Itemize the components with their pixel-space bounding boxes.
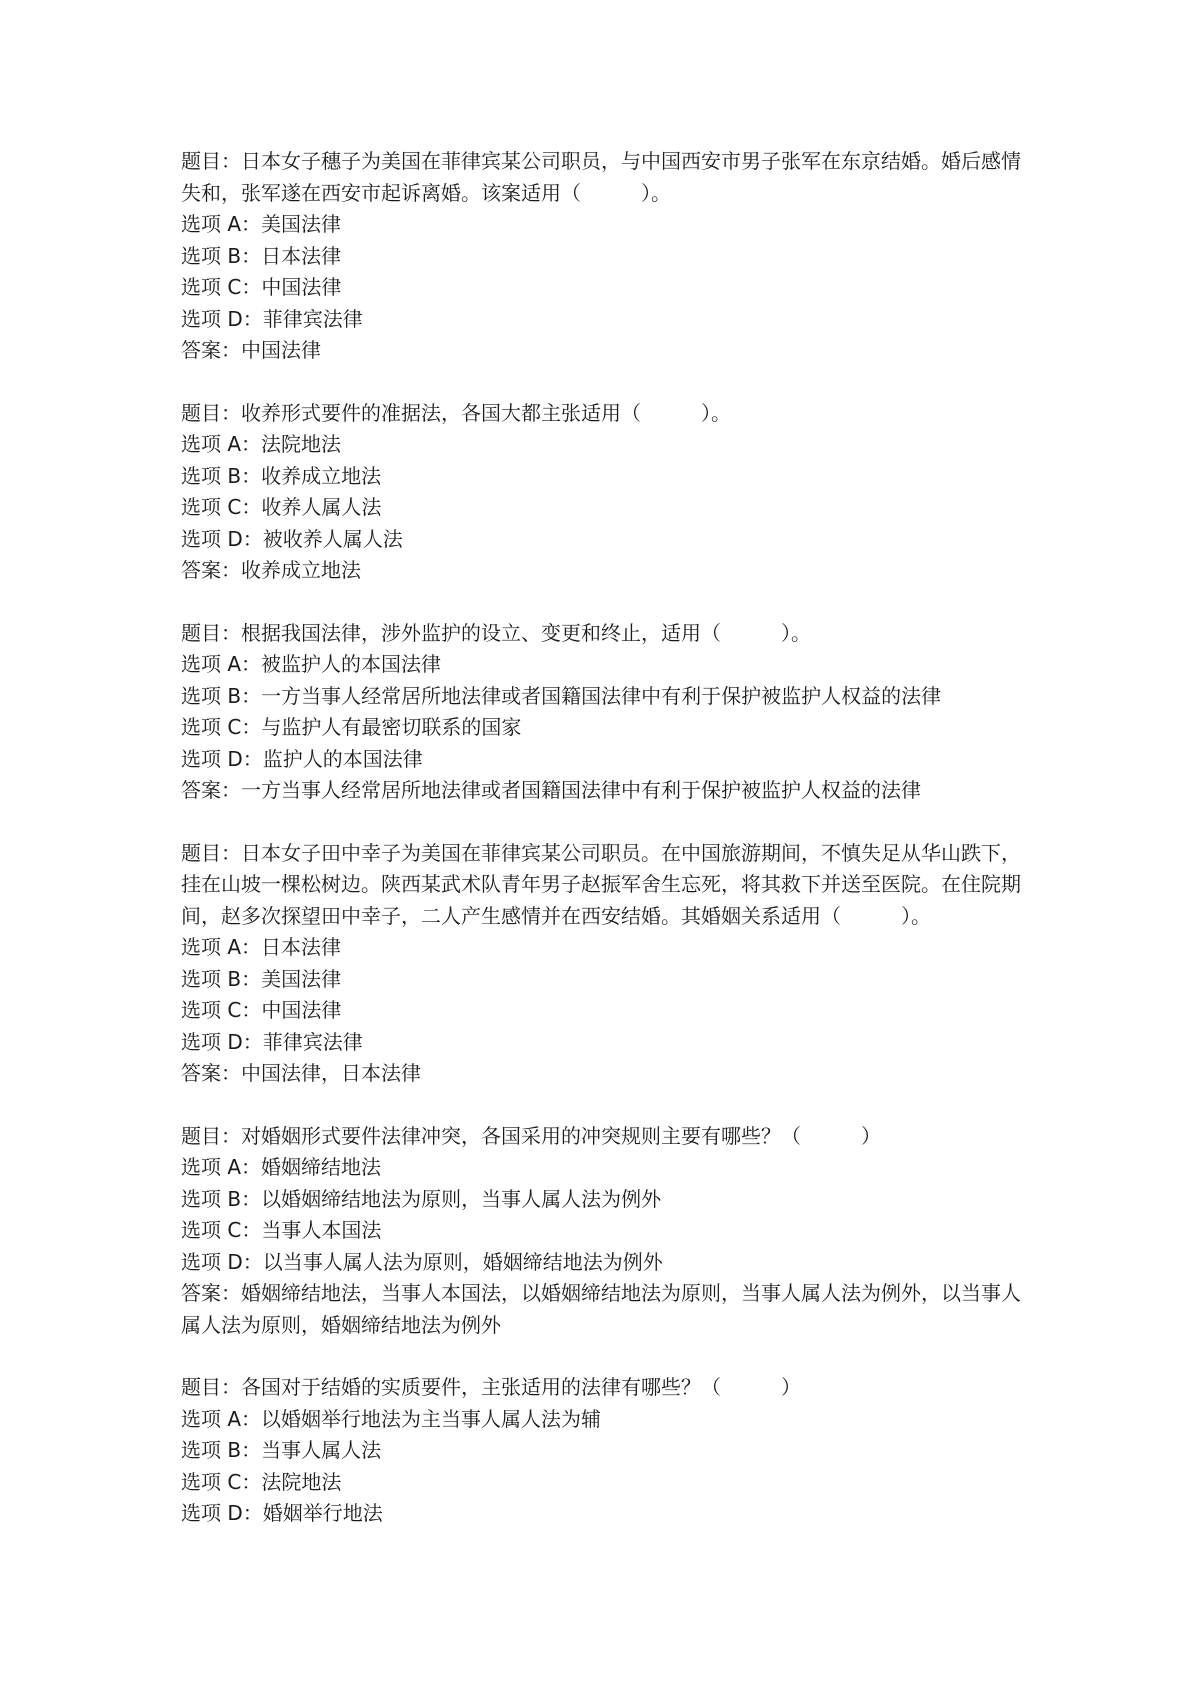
option-c: 选项 C：与监护人有最密切联系的国家 bbox=[181, 715, 522, 739]
question-block-5 bbox=[181, 1121, 1021, 1342]
question-text: 题目：根据我国法律，涉外监护的设立、变更和终止，适用（ ）。 bbox=[181, 620, 811, 645]
option-b: 选项 B：日本法律 bbox=[181, 243, 342, 268]
question-text: 题目：日本女子田中幸子为美国在菲律宾某公司职员。在中国旅游期间，不慎失足从华山跌下，挂在山坡一棵松树边。陕西某武术队青年男子赵振军舍生忘死，将其救下并送至医院。在住院期间，赵多次探望田中幸子，二人产生感情并在西安结婚。其婚姻关系适用（ ）。 bbox=[181, 840, 1021, 928]
option-b: 选项 B：收养成立地法 bbox=[181, 463, 382, 488]
question-block-6 bbox=[181, 1372, 1021, 1530]
answer-text: 答案：中国法律，日本法律 bbox=[181, 1061, 421, 1085]
option-a: 选项 A：法院地法 bbox=[181, 432, 342, 456]
question-block-4 bbox=[181, 838, 1021, 1090]
option-c: 选项 C：当事人本国法 bbox=[181, 1218, 382, 1242]
option-d: 选项 D：婚姻举行地法 bbox=[181, 1501, 383, 1525]
question-text: 题目：各国对于结婚的实质要件，主张适用的法律有哪些？（ ） bbox=[181, 1375, 801, 1399]
option-d: 选项 D：菲律宾法律 bbox=[181, 1029, 363, 1054]
option-c: 选项 C：中国法律 bbox=[181, 275, 342, 299]
option-b: 选项 B：美国法律 bbox=[181, 966, 342, 991]
answer-text: 答案：中国法律 bbox=[181, 338, 321, 362]
option-c: 选项 C：收养人属人法 bbox=[181, 495, 382, 519]
question-text: 题目：收养形式要件的准据法，各国大都主张适用（ ）。 bbox=[181, 400, 731, 425]
option-b: 选项 B：以婚姻缔结地法为原则，当事人属人法为例外 bbox=[181, 1186, 662, 1211]
option-c: 选项 C：法院地法 bbox=[181, 1469, 342, 1494]
option-a: 选项 A：日本法律 bbox=[181, 935, 342, 959]
option-b: 选项 B：一方当事人经常居所地法律或者国籍国法律中有利于保护被监护人权益的法律 bbox=[181, 683, 942, 708]
option-a: 选项 A：美国法律 bbox=[181, 212, 342, 236]
answer-text: 答案：一方当事人经常居所地法律或者国籍国法律中有利于保护被监护人权益的法律 bbox=[181, 778, 921, 802]
question-block-1 bbox=[181, 146, 1021, 367]
question-block-2 bbox=[181, 398, 1021, 587]
option-a: 选项 A：被监护人的本国法律 bbox=[181, 652, 442, 676]
question-block-3 bbox=[181, 618, 1021, 807]
answer-text: 答案：婚姻缔结地法，当事人本国法，以婚姻缔结地法为原则，当事人属人法为例外，以当事人属人法为原则，婚姻缔结地法为例外 bbox=[181, 1281, 1021, 1337]
option-a: 选项 A：婚姻缔结地法 bbox=[181, 1155, 382, 1179]
option-a: 选项 A：以婚姻举行地法为主当事人属人法为辅 bbox=[181, 1406, 602, 1431]
option-d: 选项 D：被收养人属人法 bbox=[181, 526, 403, 551]
option-d: 选项 D：以当事人属人法为原则，婚姻缔结地法为例外 bbox=[181, 1249, 663, 1274]
question-text: 题目：日本女子穗子为美国在菲律宾某公司职员，与中国西安市男子张军在东京结婚。婚后感情失和，张军遂在西安市起诉离婚。该案适用（ ）。 bbox=[181, 149, 1021, 205]
option-c: 选项 C：中国法律 bbox=[181, 998, 342, 1022]
question-text: 题目：对婚姻形式要件法律冲突，各国采用的冲突规则主要有哪些？（ ） bbox=[181, 1123, 881, 1148]
document-page bbox=[181, 146, 1021, 1561]
option-d: 选项 D：监护人的本国法律 bbox=[181, 746, 423, 771]
option-b: 选项 B：当事人属人法 bbox=[181, 1438, 382, 1462]
answer-text: 答案：收养成立地法 bbox=[181, 558, 361, 582]
option-d: 选项 D：菲律宾法律 bbox=[181, 306, 363, 331]
